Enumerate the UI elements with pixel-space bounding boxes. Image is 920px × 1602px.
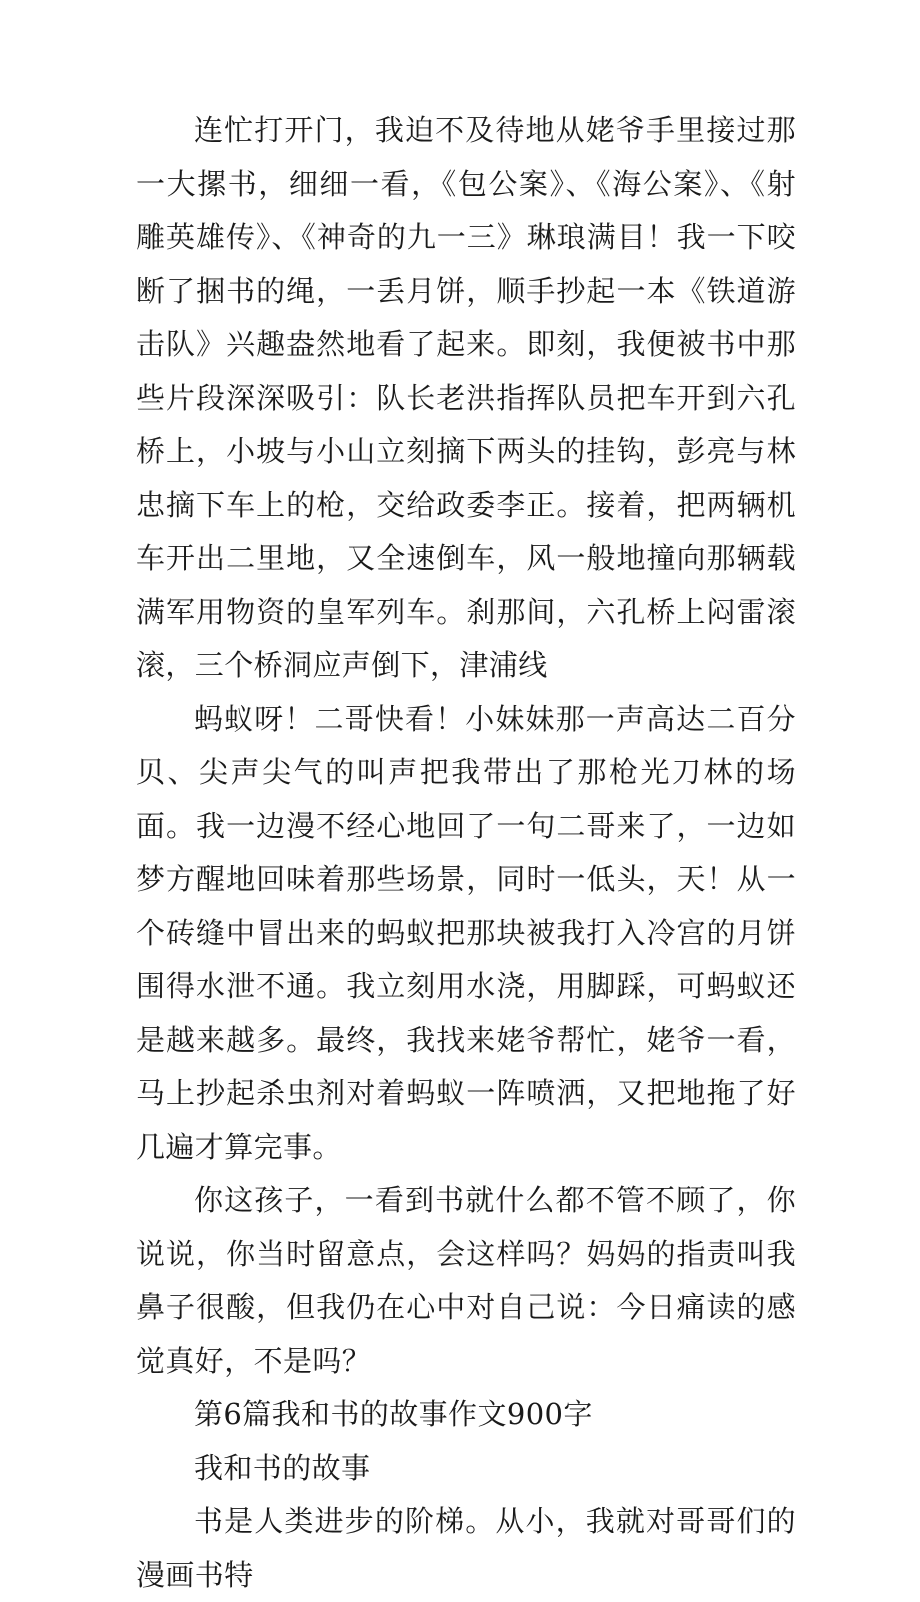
section-title: 第6篇我和书的故事作文900字 <box>194 1397 593 1431</box>
paragraph-4: 书是人类进步的阶梯。从小，我就对哥哥们的漫画书特 <box>136 1504 796 1592</box>
paragraph-1: 连忙打开门，我迫不及待地从姥爷手里接过那一大摞书，细细一看，《包公案》、《海公案》、《射雕英雄传》、《神奇的九一三》琳琅满目！我一下咬断了捆书的绳，一丢月饼，顺手抄起一本《铁道游击队》兴趣盎然地看了起来。即刻，我便被书中那些片段深深吸引：队长老洪指挥队员把车开到六孔桥上，小坡与小山立刻摘下两头的挂钩，彭亮与林忠摘下车上的枪，交给政委李正。接着，把两辆机车开出二里地，又全速倒车，风一般地撞向那辆载满军用物资的皇军列车。刹那间，六孔桥上闷雷滚滚，三个桥洞应声倒下，津浦线 <box>136 113 796 682</box>
paragraph-3: 你这孩子，一看到书就什么都不管不顾了，你说说，你当时留意点，会这样吗？妈妈的指责叫我鼻子很酸，但我仍在心中对自己说：今日痛读的感觉真好，不是吗？ <box>136 1183 796 1378</box>
paragraph-2: 蚂蚁呀！二哥快看！小妹妹那一声高达二百分贝、尖声尖气的叫声把我带出了那枪光刀林的场面。我一边漫不经心地回了一句二哥来了，一边如梦方醒地回味着那些场景，同时一低头，天！从一个砖缝中冒出来的蚂蚁把那块被我打入冷宫的月饼围得水泄不通。我立刻用水浇，用脚踩，可蚂蚁还是越来越多。最终，我找来姥爷帮忙，姥爷一看，马上抄起杀虫剂对着蚂蚁一阵喷洒，又把地拖了好几遍才算完事。 <box>136 701 796 1164</box>
document-page <box>136 104 796 1602</box>
section-subtitle: 我和书的故事 <box>194 1450 371 1485</box>
